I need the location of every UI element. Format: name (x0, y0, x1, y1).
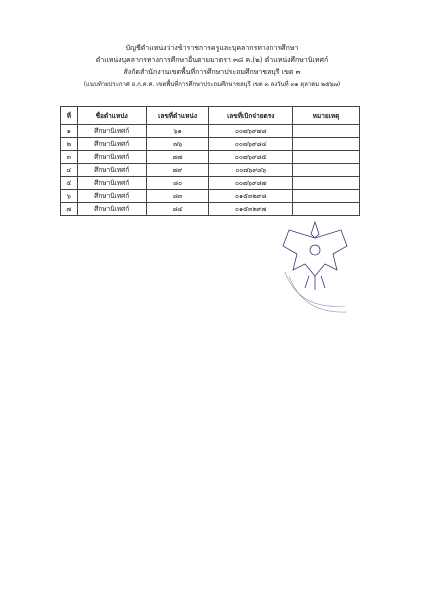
title-line-2: ตำแหน่งบุคลากรทางการศึกษาอื่นตามมาตรา ๓๘ ค.(๒) ตำแหน่งศึกษานิเทศก์ (95, 56, 329, 64)
position-number: ๘๓ (146, 190, 209, 203)
position-number: ๗๗ (146, 151, 209, 164)
table-row (61, 190, 360, 203)
payment-number: ๐๐๗๖๙๘๗ (209, 177, 293, 190)
position-name: ศึกษานิเทศก์ (77, 190, 146, 203)
remark-cell (293, 125, 360, 138)
table-row (61, 151, 360, 164)
column-header-position-no: เลขที่ตำแหน่ง (146, 107, 209, 125)
row-number: ๖ (61, 190, 78, 203)
position-name: ศึกษานิเทศก์ (77, 125, 146, 138)
row-number: ๒ (61, 138, 78, 151)
table-row (61, 125, 360, 138)
position-name: ศึกษานิเทศก์ (77, 164, 146, 177)
table-row (61, 138, 360, 151)
payment-number: ๐๐๗๖๙๘๖ (209, 164, 293, 177)
column-header-payment-no: เลขที่เบิกจ่ายตรง (209, 107, 293, 125)
row-number: ๗ (61, 203, 78, 216)
remark-cell (293, 177, 360, 190)
position-number: ๘๔ (146, 203, 209, 216)
position-name: ศึกษานิเทศก์ (77, 203, 146, 216)
column-header-no: ที่ (61, 107, 78, 125)
remark-cell (293, 151, 360, 164)
title-line-3: สังกัดสำนักงานเขตพื้นที่การศึกษาประถมศึกษาชลบุรี เขต ๓ (123, 68, 301, 76)
column-header-remark: หมายเหตุ (293, 107, 360, 125)
row-number: ๔ (61, 164, 78, 177)
garuda-seal-icon (275, 214, 355, 324)
position-name: ศึกษานิเทศก์ (77, 138, 146, 151)
table-row (61, 164, 360, 177)
row-number: ๓ (61, 151, 78, 164)
payment-number: ๐๐๗๖๙๗๘ (209, 125, 293, 138)
position-number: ๗๙ (146, 164, 209, 177)
remark-cell (293, 138, 360, 151)
payment-number: ๐๑๕๓๒๙๗ (209, 203, 293, 216)
row-number: ๑ (61, 125, 78, 138)
remark-cell (293, 190, 360, 203)
column-header-name: ชื่อตำแหน่ง (77, 107, 146, 125)
table-row (61, 177, 360, 190)
position-number: ๗๖ (146, 138, 209, 151)
payment-number: ๐๑๕๓๒๙๘ (209, 190, 293, 203)
title-line-4: (แนบท้ายประกาศ อ.ก.ค.ศ. เขตพื้นที่การศึกษาประถมศึกษาชลบุรี เขต ๓ ลงวันที่ ๓๑ ตุลาคม ๒๕๖๗) (83, 81, 341, 88)
remark-cell (293, 164, 360, 177)
vacancy-table (60, 106, 360, 216)
row-number: ๕ (61, 177, 78, 190)
position-name: ศึกษานิเทศก์ (77, 177, 146, 190)
payment-number: ๐๐๗๖๙๘๕ (209, 151, 293, 164)
position-number: ๘๐ (146, 177, 209, 190)
table-header-row (61, 107, 360, 125)
title-line-1: บัญชีตำแหน่งว่างข้าราชการครูและบุคลากรทางการศึกษา (125, 44, 299, 52)
payment-number: ๐๐๗๖๙๘๔ (209, 138, 293, 151)
position-number: ๖๑ (146, 125, 209, 138)
position-name: ศึกษานิเทศก์ (77, 151, 146, 164)
